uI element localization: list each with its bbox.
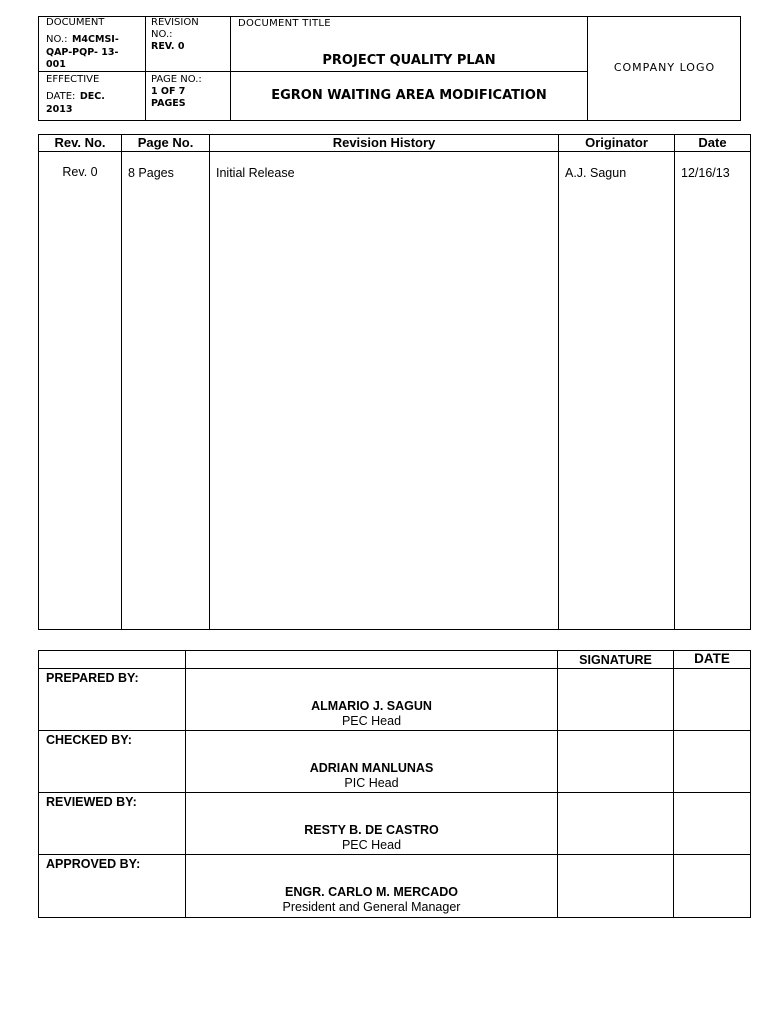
sign-date-cell — [674, 793, 751, 855]
table-row — [39, 793, 751, 855]
signatory-name: RESTY B. DE CASTRO — [304, 823, 439, 837]
doc-no-label-2: NO.: — [46, 34, 68, 45]
effective-date-cell — [46, 74, 144, 116]
sign-date-cell — [674, 731, 751, 793]
document-title: PROJECT QUALITY PLAN — [322, 53, 496, 68]
company-logo-placeholder: COMPANY LOGO — [613, 61, 716, 74]
document-subtitle: EGRON WAITING AREA MODIFICATION — [271, 88, 547, 103]
page-value-2: PAGES — [151, 98, 186, 109]
col-header-revision-history: Revision History — [210, 135, 559, 152]
doc-no-label-1: DOCUMENT — [46, 17, 105, 28]
page-label: PAGE NO.: — [151, 74, 202, 85]
reviewed-by-signatory — [186, 793, 558, 855]
header-divider — [230, 16, 231, 121]
col-header-sign-date: DATE — [674, 651, 751, 669]
signatory-name: ADRIAN MANLUNAS — [309, 761, 434, 775]
signatory-name: ALMARIO J. SAGUN — [311, 699, 432, 713]
col-header-page-no: Page No. — [122, 135, 210, 152]
header-divider — [145, 16, 146, 121]
approved-by-signatory — [186, 855, 558, 918]
effective-value-1: DEC. — [79, 91, 105, 102]
signature-table-header — [39, 651, 751, 669]
effective-label-2: DATE: — [46, 91, 76, 102]
document-title-label: DOCUMENT TITLE — [238, 18, 331, 29]
signatory-position: PEC Head — [341, 838, 402, 852]
sign-date-cell — [674, 855, 751, 918]
col-header-originator: Originator — [559, 135, 675, 152]
signature-cell — [558, 669, 674, 731]
table-row — [39, 855, 751, 918]
table-row — [39, 152, 751, 630]
checked-by-label: CHECKED BY: — [39, 731, 186, 793]
col-header-signature: SIGNATURE — [558, 651, 674, 669]
doc-no-value-2: QAP-PQP- 13- — [46, 47, 119, 58]
originator-cell: A.J. Sagun — [559, 152, 675, 630]
doc-no-value-3: 001 — [46, 59, 66, 70]
effective-value-2: 2013 — [46, 104, 73, 115]
signatory-name: ENGR. CARLO M. MERCADO — [285, 885, 458, 899]
page-number-cell — [151, 74, 229, 110]
doc-no-value-1: M4CMSI- — [71, 34, 119, 45]
revision-table-header — [39, 135, 751, 152]
col-header-blank — [186, 651, 558, 669]
table-row — [39, 731, 751, 793]
col-header-date: Date — [675, 135, 751, 152]
signature-cell — [558, 793, 674, 855]
signature-table — [38, 650, 751, 918]
revision-value: REV. 0 — [151, 41, 185, 52]
sign-date-cell — [674, 669, 751, 731]
header-divider — [38, 71, 587, 72]
revision-history-cell: Initial Release — [210, 152, 559, 630]
revision-label-2: NO.: — [151, 29, 173, 40]
date-cell: 12/16/13 — [675, 152, 751, 630]
effective-label-1: EFFECTIVE — [46, 74, 100, 85]
page-value-1: 1 OF 7 — [151, 86, 186, 97]
signatory-position: PEC Head — [341, 714, 402, 728]
signatory-position: PIC Head — [344, 776, 399, 790]
reviewed-by-label: REVIEWED BY: — [39, 793, 186, 855]
rev-no-cell: Rev. 0 — [39, 152, 122, 630]
signature-cell — [558, 731, 674, 793]
signatory-position: President and General Manager — [282, 900, 461, 914]
checked-by-signatory — [186, 731, 558, 793]
col-header-blank — [39, 651, 186, 669]
prepared-by-signatory — [186, 669, 558, 731]
revision-number-cell — [151, 17, 229, 53]
page-no-cell: 8 Pages — [122, 152, 210, 630]
signature-cell — [558, 855, 674, 918]
col-header-rev-no: Rev. No. — [39, 135, 122, 152]
revision-label-1: REVISION — [151, 17, 199, 28]
table-row — [39, 669, 751, 731]
document-number-cell — [46, 17, 144, 71]
approved-by-label: APPROVED BY: — [39, 855, 186, 918]
revision-history-table — [38, 134, 751, 630]
prepared-by-label: PREPARED BY: — [39, 669, 186, 731]
